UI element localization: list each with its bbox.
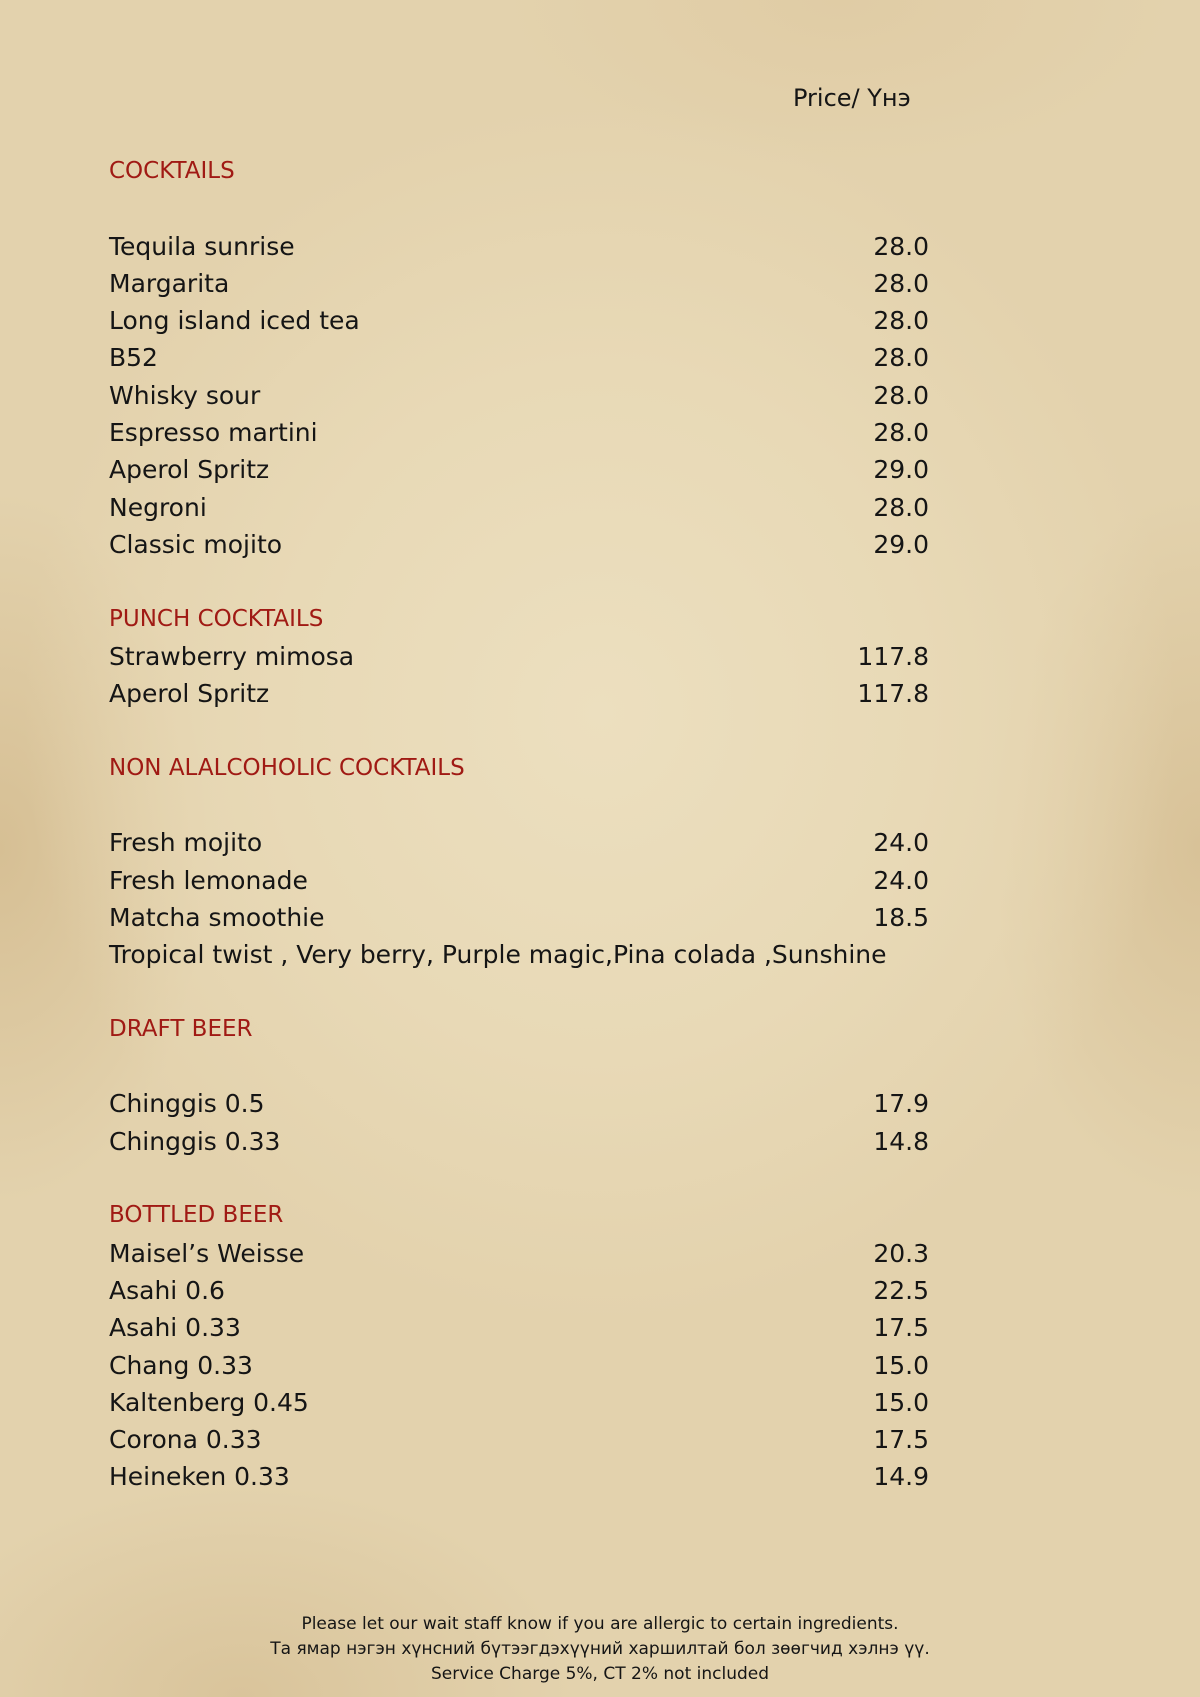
- item-name: Tequila sunrise: [109, 231, 295, 261]
- item-price: 28.0: [873, 380, 929, 410]
- allergy-notice-mongolian: Та ямар нэгэн хүнсний бүтээгдэхүүний харшилтай бол зөөгчид хэлнэ үү.: [270, 1639, 930, 1659]
- item-name: Long island iced tea: [109, 306, 360, 336]
- menu-item: [109, 339, 929, 376]
- menu-item: [109, 1235, 929, 1272]
- item-name: Negroni: [109, 492, 207, 522]
- item-price: 28.0: [873, 492, 929, 522]
- menu-item: [109, 862, 929, 899]
- menu-item: [109, 377, 929, 414]
- menu-item: [109, 302, 929, 339]
- item-name: Aperol Spritz: [109, 679, 270, 709]
- item-price: 17.5: [873, 1425, 929, 1455]
- menu-item: [109, 414, 929, 451]
- item-price: 28.0: [873, 343, 929, 373]
- section-spacer: [109, 563, 929, 600]
- section-title-cocktails: COCKTAILS: [109, 158, 235, 184]
- menu-item: [109, 526, 929, 563]
- section-title-draft-beer: DRAFT BEER: [109, 1015, 253, 1042]
- menu-item: [109, 1384, 929, 1421]
- item-name: Whisky sour: [109, 380, 261, 410]
- section-spacer: [109, 190, 929, 227]
- item-name: Chinggis 0.5: [109, 1089, 265, 1119]
- menu-item: [109, 1085, 929, 1122]
- section-spacer: [109, 787, 929, 824]
- item-name: B52: [109, 343, 158, 373]
- item-price: 117.8: [857, 679, 929, 709]
- item-name: Espresso martini: [109, 418, 318, 448]
- item-price: 28.0: [873, 306, 929, 336]
- item-price: 29.0: [873, 529, 929, 559]
- menu-item: [109, 899, 929, 936]
- item-name: Asahi 0.33: [109, 1313, 241, 1343]
- section-title-non-alcoholic-cocktails: NON ALALCOHOLIC COCKTAILS: [109, 754, 465, 781]
- drinks-menu: [109, 153, 929, 1496]
- item-name: Classic mojito: [109, 529, 283, 559]
- item-name: Margarita: [109, 268, 230, 298]
- item-price: 18.5: [873, 902, 929, 932]
- menu-item: [109, 1458, 929, 1495]
- item-name: Asahi 0.6: [109, 1275, 225, 1305]
- menu-item: [109, 638, 929, 675]
- menu-item-flavors: [109, 936, 929, 973]
- item-price: 15.0: [873, 1387, 929, 1417]
- menu-item: [109, 1123, 929, 1160]
- item-price: 17.5: [873, 1313, 929, 1343]
- section-spacer: [109, 974, 929, 1011]
- menu-item: [109, 1347, 929, 1384]
- menu-item: [109, 1272, 929, 1309]
- item-price: 28.0: [873, 418, 929, 448]
- item-name: Heineken 0.33: [109, 1462, 290, 1492]
- section-spacer: [109, 712, 929, 749]
- price-column-header: Price/ Үнэ: [793, 84, 911, 112]
- item-price: 28.0: [873, 268, 929, 298]
- item-price: 17.9: [873, 1089, 929, 1119]
- item-price: 14.8: [873, 1126, 929, 1156]
- item-name: Kaltenberg 0.45: [109, 1387, 309, 1417]
- menu-item: [109, 489, 929, 526]
- item-price: 14.9: [873, 1462, 929, 1492]
- section-title-bottled-beer: BOTTLED BEER: [109, 1202, 284, 1229]
- menu-item: [109, 228, 929, 265]
- item-name: Chinggis 0.33: [109, 1126, 281, 1156]
- allergy-notice-english: Please let our wait staff know if you are allergic to certain ingredients.: [301, 1614, 899, 1634]
- item-price: 24.0: [873, 865, 929, 895]
- item-name: Tropical twist , Very berry, Purple magic,Pina colada ,Sunshine: [109, 940, 887, 970]
- item-price: 22.5: [873, 1275, 929, 1305]
- item-name: Fresh mojito: [109, 828, 263, 858]
- menu-item: [109, 824, 929, 861]
- item-price: 117.8: [857, 641, 929, 671]
- item-price: 29.0: [873, 455, 929, 485]
- item-name: Fresh lemonade: [109, 865, 308, 895]
- item-name: Strawberry mimosa: [109, 641, 355, 671]
- section-title-punch-cocktails: PUNCH COCKTAILS: [109, 605, 324, 632]
- menu-item: [109, 675, 929, 712]
- item-price: 20.3: [873, 1238, 929, 1268]
- item-name: Matcha smoothie: [109, 902, 325, 932]
- menu-item: [109, 265, 929, 302]
- menu-item: [109, 1421, 929, 1458]
- item-price: 15.0: [873, 1350, 929, 1380]
- item-name: Aperol Spritz: [109, 455, 270, 485]
- section-spacer: [109, 1160, 929, 1197]
- item-name: Chang 0.33: [109, 1350, 253, 1380]
- item-price: 24.0: [873, 828, 929, 858]
- item-name: Maisel’s Weisse: [109, 1238, 305, 1268]
- menu-item: [109, 451, 929, 488]
- item-price: 28.0: [873, 231, 929, 261]
- item-name: Corona 0.33: [109, 1425, 262, 1455]
- menu-item: [109, 1309, 929, 1346]
- service-charge-notice: Service Charge 5%, CT 2% not included: [430, 1664, 770, 1684]
- footer-notice: [0, 1612, 1200, 1687]
- section-spacer: [109, 1048, 929, 1085]
